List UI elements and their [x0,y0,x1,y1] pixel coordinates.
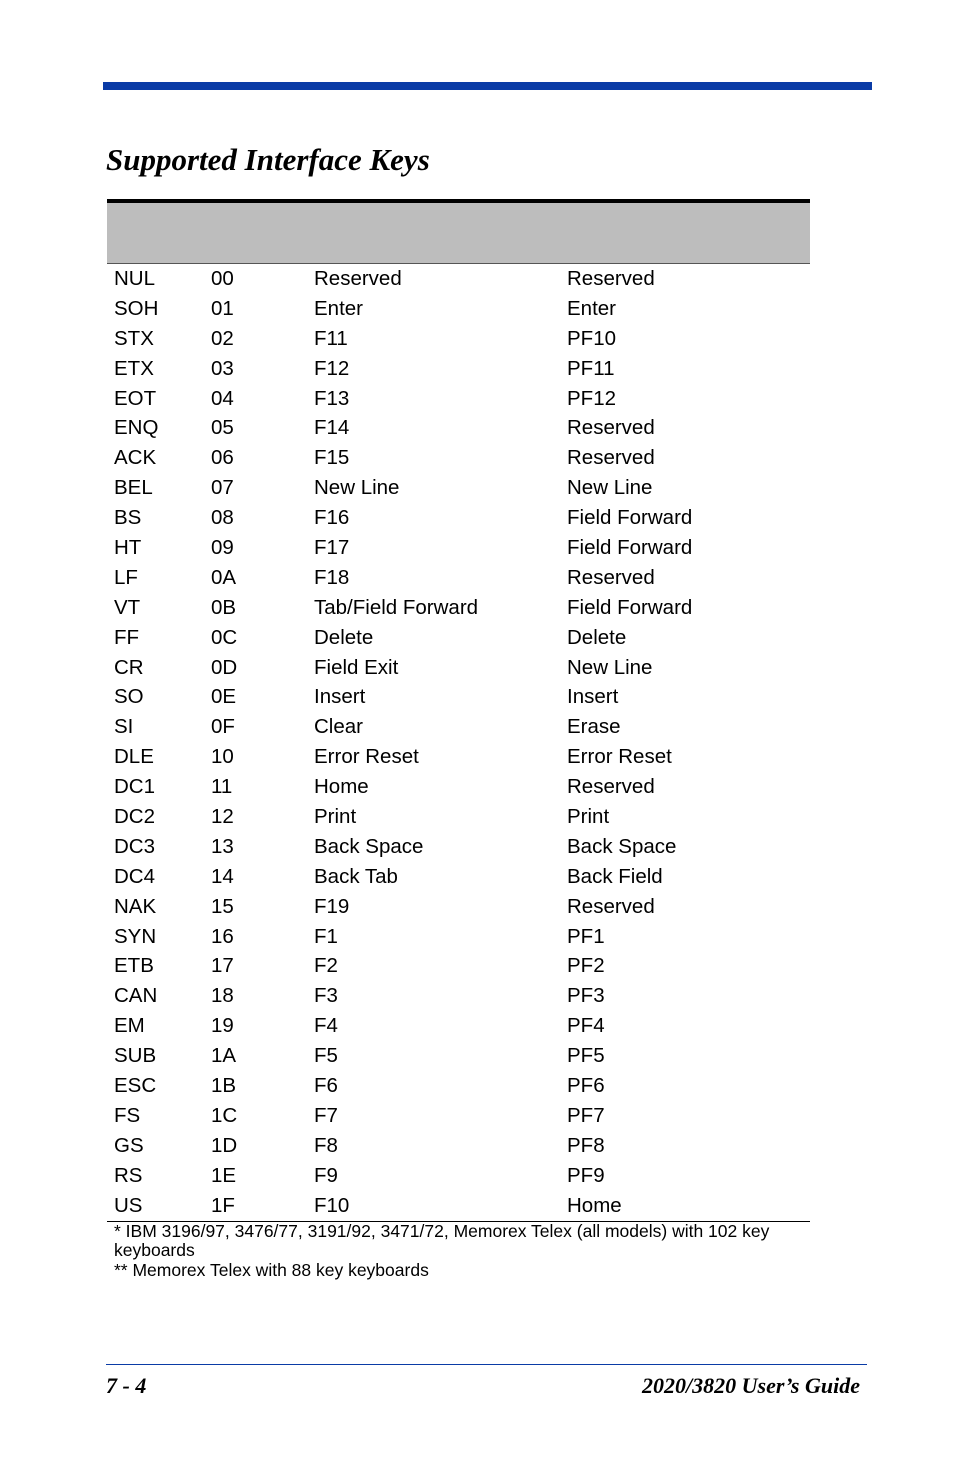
ascii-cell: GS [114,1133,144,1157]
key-88-cell: Reserved [567,266,655,290]
key-102-cell: F9 [314,1163,338,1187]
ascii-cell: ESC [114,1073,157,1097]
key-102-cell: F18 [314,565,350,589]
key-88-cell: Reserved [567,565,655,589]
hex-cell: 0A [211,565,237,589]
table-row [107,503,810,533]
hex-cell: 1E [211,1163,237,1187]
table-row [107,593,810,623]
table-row [107,294,810,324]
hex-cell: 1A [211,1044,237,1068]
key-102-cell: F19 [314,894,350,918]
footnote-102-key: * IBM 3196/97, 3476/77, 3191/92, 3471/72, Memorex Telex (all models) with 102 key keyboards [114,1220,770,1260]
table-row [107,951,810,981]
key-102-cell: Error Reset [314,745,419,769]
ascii-cell: DC2 [114,804,156,828]
key-88-cell: Back Field [567,864,663,888]
ascii-cell: DLE [114,745,154,769]
ascii-cell: SI [114,715,134,739]
key-102-cell: Back Tab [314,864,398,888]
footer-rule [106,1364,867,1365]
hex-cell: 05 [211,416,234,440]
interface-keys-table [107,199,810,1280]
ascii-cell: SOH [114,296,159,320]
key-102-cell: Clear [314,715,363,739]
key-88-cell: PF8 [567,1133,605,1157]
key-88-cell: New Line [567,476,653,500]
ascii-cell: VT [114,595,141,619]
table-row [107,384,810,414]
key-102-cell: F6 [314,1073,338,1097]
key-102-cell: Enter [314,296,363,320]
hex-cell: 04 [211,386,234,410]
ascii-cell: BS [114,506,142,530]
ascii-cell: ETB [114,954,154,978]
hex-cell: 11 [211,775,233,799]
key-88-cell: PF12 [567,386,616,410]
key-102-cell: F8 [314,1133,338,1157]
table-header-band [107,199,810,264]
key-102-cell: F13 [314,386,350,410]
ascii-cell: DC1 [114,775,156,799]
hex-cell: 08 [211,506,234,530]
table-row [107,563,810,593]
hex-cell: 07 [211,476,234,500]
ascii-cell: SYN [114,924,157,948]
hex-cell: 13 [211,834,234,858]
table-row [107,354,810,384]
hex-cell: 06 [211,446,234,470]
key-88-cell: Field Forward [567,535,693,559]
key-102-cell: Reserved [314,266,402,290]
ascii-cell: SUB [114,1044,157,1068]
key-102-cell: Home [314,775,369,799]
table-row [107,802,810,832]
footnotes [107,1222,803,1281]
hex-cell: 01 [211,296,234,320]
table-row [107,1161,810,1191]
ascii-cell: EOT [114,386,157,410]
key-88-cell: Field Forward [567,595,693,619]
ascii-cell: NAK [114,894,157,918]
key-88-cell: Reserved [567,894,655,918]
ascii-cell: NUL [114,266,156,290]
key-102-cell: F17 [314,535,350,559]
key-88-cell: Error Reset [567,745,672,769]
page-number: 7 - 4 [106,1373,147,1398]
table-row [107,892,810,922]
key-102-cell: F1 [314,924,338,948]
key-102-cell: F5 [314,1044,338,1068]
key-88-cell: Enter [567,296,616,320]
key-102-cell: Print [314,804,357,828]
table-row [107,443,810,473]
table-row [107,981,810,1011]
footnote-88-key: ** Memorex Telex with 88 key keyboards [114,1259,429,1280]
hex-cell: 03 [211,356,234,380]
hex-cell: 0F [211,715,235,739]
page-title: Supported Interface Keys [106,142,430,177]
ascii-cell: HT [114,535,142,559]
hex-cell: 18 [211,984,234,1008]
ascii-cell: BEL [114,476,153,500]
key-88-cell: PF9 [567,1163,605,1187]
table-row [107,1101,810,1131]
key-102-cell: F4 [314,1014,338,1038]
key-88-cell: PF6 [567,1073,605,1097]
key-102-cell: F11 [314,326,348,350]
table-row [107,653,810,683]
table-row [107,533,810,563]
key-88-cell: PF5 [567,1044,605,1068]
table-row [107,264,810,294]
key-102-cell: F7 [314,1103,338,1127]
hex-cell: 0B [211,595,237,619]
table-row [107,772,810,802]
key-102-cell: F12 [314,356,350,380]
table-row [107,473,810,503]
key-102-cell: Delete [314,625,374,649]
key-88-cell: PF3 [567,984,605,1008]
table-row [107,1191,810,1221]
key-88-cell: Field Forward [567,506,693,530]
hex-cell: 02 [211,326,234,350]
hex-cell: 17 [211,954,234,978]
key-102-cell: Field Exit [314,655,399,679]
key-102-cell: Tab/Field Forward [314,595,479,619]
ascii-cell: FS [114,1103,141,1127]
key-88-cell: Reserved [567,775,655,799]
hex-cell: 14 [211,864,234,888]
key-102-cell: Back Space [314,834,424,858]
guide-title: 2020/3820 User’s Guide [642,1373,860,1398]
ascii-cell: CAN [114,984,158,1008]
hex-cell: 09 [211,535,234,559]
hex-cell: 1B [211,1073,237,1097]
hex-cell: 0D [211,655,238,679]
key-102-cell: F14 [314,416,350,440]
key-88-cell: Delete [567,625,627,649]
key-88-cell: PF11 [567,356,615,380]
hex-cell: 0C [211,625,238,649]
ascii-cell: SO [114,685,144,709]
key-88-cell: Back Space [567,834,677,858]
key-88-cell: PF2 [567,954,605,978]
key-88-cell: Home [567,1193,622,1217]
table-body [107,264,810,1221]
key-88-cell: PF10 [567,326,616,350]
table-row [107,324,810,354]
hex-cell: 16 [211,924,234,948]
key-88-cell: Insert [567,685,619,709]
key-102-cell: F15 [314,446,350,470]
hex-cell: 1F [211,1193,235,1217]
table-row [107,1131,810,1161]
key-102-cell: New Line [314,476,400,500]
key-88-cell: PF7 [567,1103,605,1127]
table-row [107,922,810,952]
ascii-cell: ACK [114,446,157,470]
table-row [107,1041,810,1071]
key-88-cell: Erase [567,715,621,739]
header-rule [103,82,872,90]
ascii-cell: DC3 [114,834,156,858]
table-row [107,712,810,742]
hex-cell: 15 [211,894,234,918]
hex-cell: 19 [211,1014,234,1038]
key-88-cell: Reserved [567,446,655,470]
table-row [107,862,810,892]
table-row [107,742,810,772]
hex-cell: 0E [211,685,237,709]
ascii-cell: DC4 [114,864,156,888]
key-88-cell: New Line [567,655,653,679]
key-88-cell: Print [567,804,610,828]
hex-cell: 12 [211,804,234,828]
table-row [107,1011,810,1041]
ascii-cell: CR [114,655,144,679]
hex-cell: 1C [211,1103,238,1127]
ascii-cell: FF [114,625,140,649]
key-102-cell: F2 [314,954,338,978]
table-row [107,1071,810,1101]
hex-cell: 1D [211,1133,238,1157]
ascii-cell: STX [114,326,154,350]
table-row [107,682,810,712]
table-row [107,832,810,862]
key-102-cell: F16 [314,506,350,530]
key-88-cell: Reserved [567,416,655,440]
ascii-cell: EM [114,1014,145,1038]
ascii-cell: RS [114,1163,143,1187]
ascii-cell: LF [114,565,138,589]
ascii-cell: US [114,1193,143,1217]
hex-cell: 10 [211,745,234,769]
key-88-cell: PF4 [567,1014,605,1038]
hex-cell: 00 [211,266,234,290]
key-102-cell: Insert [314,685,366,709]
key-102-cell: F10 [314,1193,350,1217]
ascii-cell: ENQ [114,416,159,440]
ascii-cell: ETX [114,356,154,380]
table-row [107,623,810,653]
table-row [107,413,810,443]
key-88-cell: PF1 [567,924,605,948]
key-102-cell: F3 [314,984,338,1008]
